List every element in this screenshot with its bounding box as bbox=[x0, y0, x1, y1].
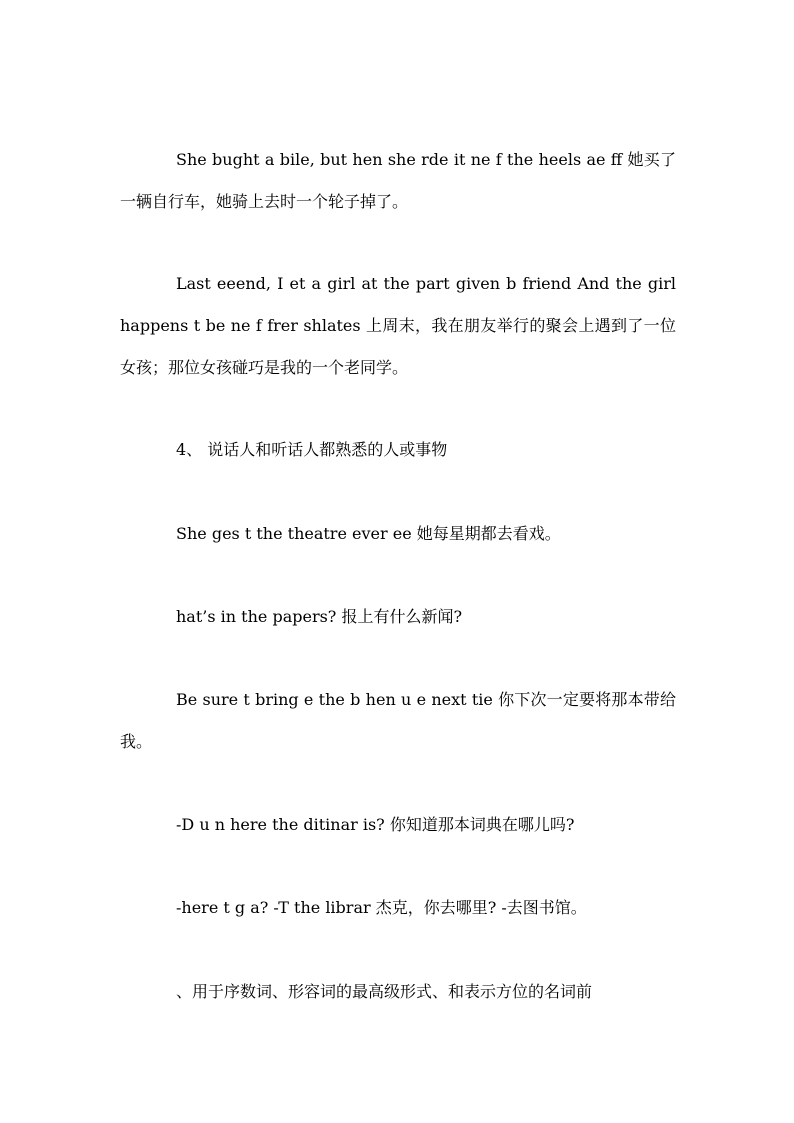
paragraph-library-example: -here t g a? -T the librar 杰克，你去哪里? -去图书馆。 bbox=[176, 898, 587, 917]
section-heading-ordinal-superlative: 、用于序数词、形容词的最高级形式、和表示方位的名词前 bbox=[176, 982, 593, 1001]
paragraph-book-example: Be sure t bring e the b hen u e next tie 你下次一定要将那本带给我。 bbox=[120, 690, 676, 751]
paragraph-theatre-example: She ges t the theatre ever ee 她每星期都去看戏。 bbox=[176, 524, 561, 543]
paragraph-newspaper-example: hat’s in the papers? 报上有什么新闻? bbox=[176, 607, 463, 626]
paragraph-bicycle-example: She bught a bile, but hen she rde it ne f the heels ae ff 她买了一辆自行车，她骑上去时一个轮子掉了。 bbox=[120, 150, 676, 211]
paragraph-dictionary-example: -D u n here the ditinar is? 你知道那本词典在哪儿吗? bbox=[176, 815, 575, 834]
paragraph-party-example: Last eeend, I et a girl at the part given b friend And the girl happens t be ne f frer shlates 上周末，我在朋友举行的聚会上遇到了一位女孩；那位女孩碰巧是我的一个老同学。 bbox=[120, 274, 676, 377]
section-heading-familiar-things: 4、 说话人和听话人都熟悉的人或事物 bbox=[176, 440, 448, 459]
